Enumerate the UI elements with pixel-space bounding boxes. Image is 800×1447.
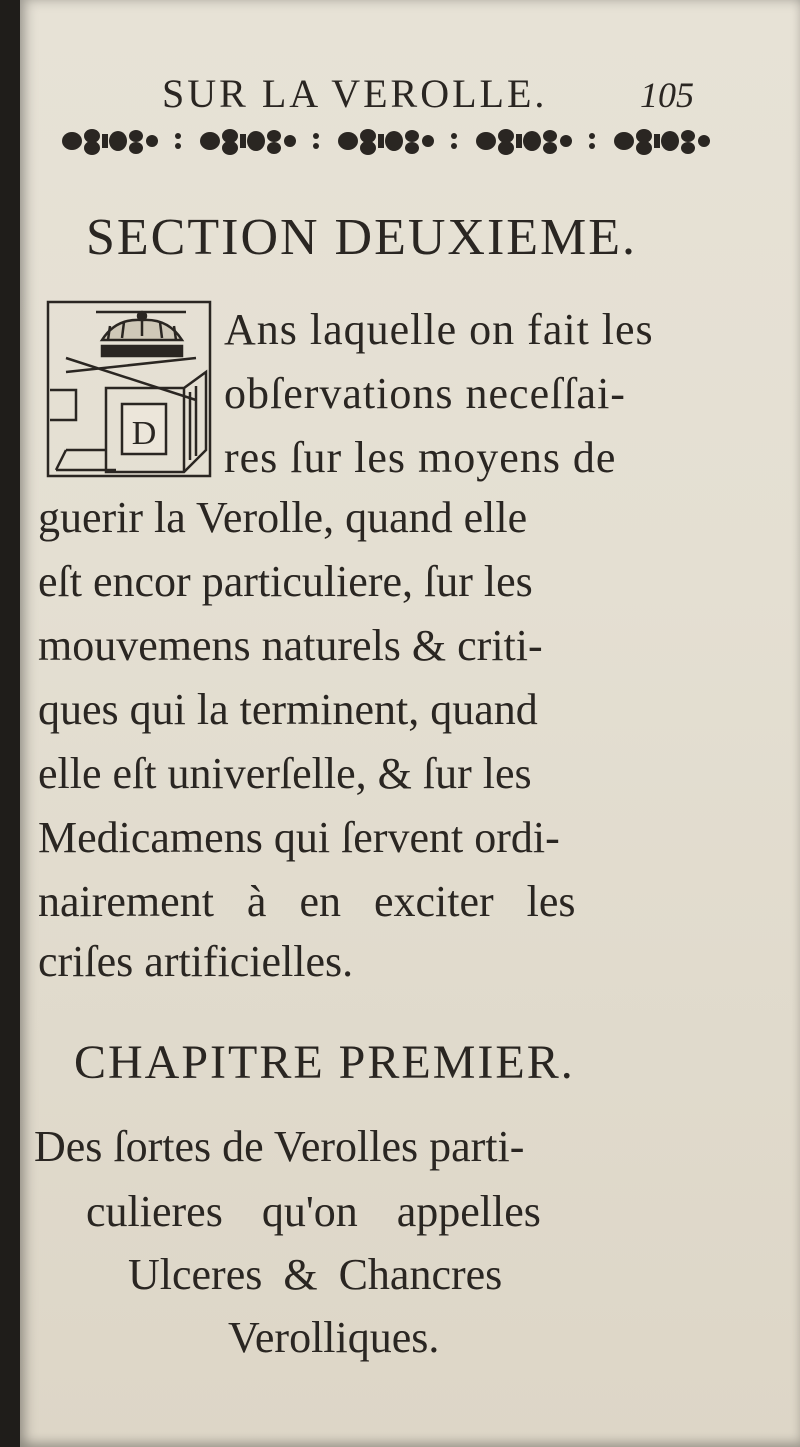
chapter-subtitle-line: culieres qu'on appelles	[86, 1187, 541, 1236]
paragraph-line: elle eſt univerſelle, & ſur les	[38, 749, 532, 798]
paragraph-line: guerir la Verolle, quand elle	[38, 493, 528, 542]
paragraph-line: eſt encor particuliere, ſur les	[38, 557, 533, 606]
chapter-subtitle-line: Verolliques.	[228, 1313, 440, 1362]
paragraph-line: obſervations neceſſai-	[224, 369, 626, 418]
printer-ornament-band	[58, 122, 738, 160]
paragraph-line: criſes artificielles.	[38, 937, 354, 986]
decorated-initial-crown-icon	[46, 300, 212, 478]
chapter-subtitle-line: Des ſortes de Verolles parti-	[34, 1122, 525, 1171]
running-head	[20, 70, 800, 120]
section-heading: SECTION DEUXIEME.	[86, 209, 638, 266]
chapter-heading: CHAPITRE PREMIER.	[74, 1036, 575, 1089]
paragraph-line: ques qui la terminent, quand	[38, 685, 538, 734]
paragraph-line: mouvemens naturels & criti-	[38, 621, 543, 670]
running-head-title: SUR LA VEROLLE.	[162, 71, 548, 116]
paragraph-line: nairement à en exciter les	[38, 877, 576, 926]
drop-cap-letter: D	[131, 415, 157, 452]
paragraph-line: Medicamens qui ſervent ordi-	[38, 813, 560, 862]
book-page	[20, 0, 800, 1447]
paragraph-line: res ſur les moyens de	[224, 433, 617, 482]
page-number: 105	[640, 75, 694, 115]
paragraph-line: Ans laquelle on fait les	[224, 305, 654, 354]
chapter-subtitle-line: Ulceres & Chancres	[128, 1250, 503, 1299]
